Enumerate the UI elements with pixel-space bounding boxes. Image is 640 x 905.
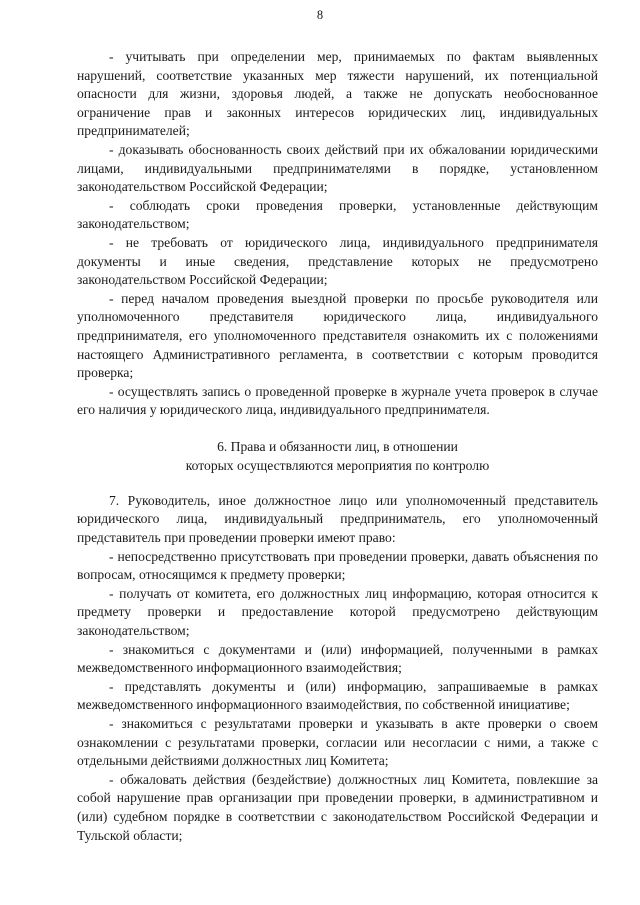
section-heading [77, 437, 598, 475]
obligation-item: - доказывать обоснованность своих действий при их обжаловании юридическими лицами, индивидуальными предпринимателями в порядке, установленном законодательством Российской Федерации; [77, 141, 598, 195]
rights-item: - знакомиться с результатами проверки и указывать в акте проверки о своем ознакомлении с результатами проверки, согласии или несогласии с ними, а также с отдельными действиями должностных лиц Комитета; [77, 716, 598, 769]
rights-item: - знакомиться с документами и (или) информацией, полученными в рамках межведомственного информационного взаимодействия; [77, 641, 598, 676]
obligations-list [77, 48, 598, 420]
rights-item: - непосредственно присутствовать при проведении проверки, давать объяснения по вопросам, относящимся к предмету проверки; [77, 548, 598, 583]
obligation-item: - учитывать при определении мер, принимаемых по фактам выявленных нарушений, соответствие указанных мер тяжести нарушений, их потенциальной опасности для жизни, здоровья людей, а также не допускать необоснованное ограничение прав и законных интересов юридических лиц, индивидуальных предпринимателей; [77, 49, 598, 139]
rights-item: - получать от комитета, его должностных лиц информацию, которая относится к предмету проверки и предоставление которой предусмотрено действующим законодательством; [77, 585, 598, 639]
obligation-item: - осуществлять запись о проведенной проверке в журнале учета проверок в случае его наличия у юридического лица, индивидуального предпринимателя. [77, 383, 598, 418]
section-heading-line-1: 6. Права и обязанности лиц, в отношении [217, 438, 458, 454]
obligation-item: - соблюдать сроки проведения проверки, установленные действующим законодательством; [77, 197, 598, 232]
rights-intro-paragraph: 7. Руководитель, иное должностное лицо или уполномоченный представитель юридического лица, индивидуальный предприниматель, его уполномоченный представитель при проведении проверки имеют право: [77, 492, 598, 546]
rights-item: - обжаловать действия (бездействие) должностных лиц Комитета, повлекшие за собой нарушение прав организации при проведении проверки, в административном и (или) судебном порядке в соответствии с законодательством Российской Федерации и Тульской области; [77, 771, 598, 843]
page-number: 8 [316, 8, 324, 22]
obligation-item: - не требовать от юридического лица, индивидуального предпринимателя документы и иные сведения, представление которых не предусмотрено законодательством Российской Федерации; [77, 234, 598, 288]
rights-list [77, 492, 598, 845]
section-heading-line-2: которых осуществляются мероприятия по контролю [185, 457, 490, 473]
obligation-item: - перед началом проведения выездной проверки по просьбе руководителя или уполномоченного представителя юридического лица, индивидуального предпринимателя, его уполномоченного представителя ознакомить их с положениями настоящего Административного регламента, в соответствии с которым проводится проверка; [77, 290, 598, 381]
rights-item: - представлять документы и (или) информацию, запрашиваемые в рамках межведомственного информационного взаимодействия, по собственной инициативе; [77, 678, 598, 713]
